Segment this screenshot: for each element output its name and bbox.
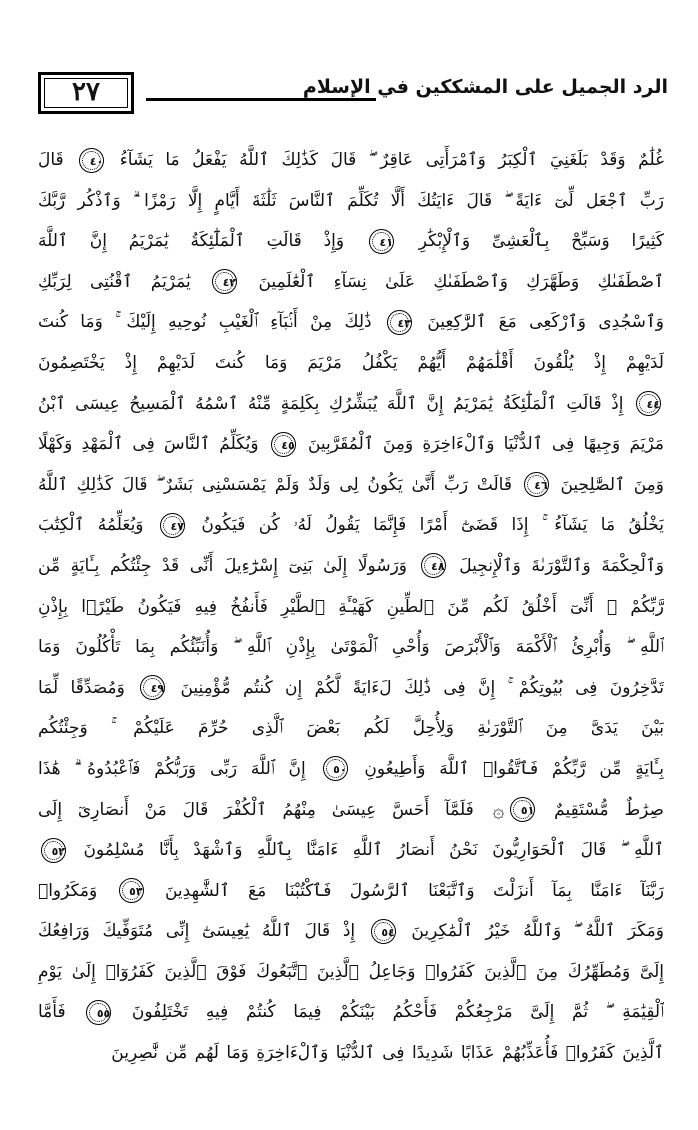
verse-text: رَبِّ ٱجْعَل لِّىٓ ءَايَةً ۖ قَالَ ءَايَتُكَ أَلَّا تُكَلِّمَ ٱلنَّاسَ ثَلَٰثَةَ أَيَّامٍ إِلَّا رَمْزًا ۗ وَٱذْكُر رَّبَّكَ bbox=[38, 190, 664, 211]
ayah-number-marker: ٤٠ bbox=[79, 148, 104, 173]
ayah-number-marker: ٥١ bbox=[510, 797, 535, 822]
verse-text: إِلَىَّ وَمُطَهِّرُكَ مِنَ ٱلَّذِينَ كَفَرُوا۟ وَجَاعِلُ ٱلَّذِينَ ٱتَّبَعُوكَ فَوْقَ ٱلَّذِينَ كَفَرُوٓا۟ إِلَىٰ يَوْمِ bbox=[38, 961, 664, 982]
ayah-number-marker: ٤٥ bbox=[271, 432, 296, 457]
ayah-number-marker: ٥٤ bbox=[371, 919, 396, 944]
verse-text: فَلَمَّآ أَحَسَّ عِيسَىٰ مِنْهُمُ ٱلْكُفْرَ قَالَ مَنْ أَنصَارِىٓ إِلَى bbox=[38, 799, 490, 820]
text-line bbox=[38, 384, 664, 425]
verse-text: وَإِذْ قَالَتِ ٱلْمَلَٰٓئِكَةُ يَٰمَرْيَمُ إِنَّ ٱللَّهَ bbox=[38, 231, 366, 252]
verse-text: وَيُكَلِّمُ ٱلنَّاسَ فِى ٱلْمَهْدِ وَكَهْلًا bbox=[38, 434, 268, 455]
verse-text: إِذْ قَالَ ٱللَّهُ يَٰعِيسَىٰٓ إِنِّى مُتَوَفِّيكَ وَرَافِعُكَ bbox=[38, 921, 368, 942]
verse-text: قَالَ bbox=[38, 150, 77, 170]
verse-text: وَرَسُولًا إِلَىٰ بَنِىٓ إِسْرَٰٓءِيلَ أَنِّى قَدْ جِئْتُكُم بِـَٔايَةٍ مِّن bbox=[38, 555, 418, 576]
verse-text: يَٰمَرْيَمُ ٱقْنُتِى لِرَبِّكِ bbox=[38, 271, 210, 292]
text-line bbox=[38, 992, 664, 1033]
text-line bbox=[38, 424, 664, 465]
verse-text: وَمَكَرُوا۟ bbox=[38, 880, 116, 901]
text-line bbox=[38, 505, 664, 546]
ayah-number-marker: ٤٤ bbox=[636, 391, 661, 416]
text-line bbox=[38, 749, 664, 790]
verse-text: بَيْنَ يَدَىَّ مِنَ ٱلتَّوْرَىٰةِ وَلِأُحِلَّ لَكُم بَعْضَ ٱلَّذِى حُرِّمَ عَلَيْكُمْ ۚ وَجِئْتُكُم bbox=[38, 718, 664, 739]
verse-text: ٱصْطَفَىٰكِ وَطَهَّرَكِ وَٱصْطَفَىٰكِ عَلَىٰ نِسَآءِ ٱلْعَٰلَمِينَ bbox=[240, 271, 664, 292]
verse-text: مَرْيَمَ وَجِيهًا فِى ٱلدُّنْيَا وَٱلْءَاخِرَةِ وَمِنَ ٱلْمُقَرَّبِينَ bbox=[298, 434, 664, 455]
quran-text-block bbox=[38, 140, 664, 1074]
verse-text: وَمُصَدِّقًا لِّمَا bbox=[38, 677, 138, 698]
verse-text: وَٱسْجُدِى وَٱرْكَعِى مَعَ ٱلرَّٰكِعِينَ bbox=[414, 312, 664, 333]
verse-text: فَأَمَّا bbox=[38, 1002, 84, 1023]
verse-text: ٱلْقِيَٰمَةِ ۖ ثُمَّ إِلَىَّ مَرْجِعُكُمْ فَأَحْكُمُ بَيْنَكُمْ فِيمَا كُنتُمْ فِيهِ تَخْتَلِفُونَ bbox=[114, 1002, 664, 1023]
verse-text: غُلَٰمٌ وَقَدْ بَلَغَنِيَ ٱلْكِبَرُ وَٱمْرَأَتِى عَاقِرٌ ۖ قَالَ كَذَٰلِكَ ٱللَّهُ يَفْعَلُ مَا يَشَآءُ bbox=[107, 150, 664, 170]
verse-text: وَيُعَلِّمُهُ ٱلْكِتَٰبَ bbox=[38, 515, 157, 536]
verse-text: ذَٰلِكَ مِنْ أَنۢبَآءِ ٱلْغَيْبِ نُوحِيهِ إِلَيْكَ ۚ وَمَا كُنتَ bbox=[38, 312, 384, 333]
text-line bbox=[38, 181, 664, 222]
ayah-number-marker: ٤٣ bbox=[387, 310, 412, 335]
verse-text: وَمَكَرَ ٱللَّهُ ۖ وَٱللَّهُ خَيْرُ ٱلْمَٰكِرِينَ bbox=[398, 921, 664, 942]
ayah-number-marker: ٤٧ bbox=[160, 513, 185, 538]
verse-text: بِـَٔايَةٍ مِّن رَّبِّكُمْ فَٱتَّقُوا۟ ٱللَّهَ وَأَطِيعُونِ bbox=[350, 758, 664, 779]
page-number-box bbox=[38, 72, 134, 114]
text-line bbox=[38, 302, 664, 343]
text-line bbox=[38, 668, 664, 709]
text-line bbox=[38, 465, 664, 506]
text-line bbox=[38, 830, 664, 871]
verse-text: ٱللَّهِ ۖ قَالَ ٱلْحَوَارِيُّونَ نَحْنُ أَنصَارُ ٱللَّهِ ءَامَنَّا بِٱللَّهِ وَٱشْهَدْ بِأَنَّا مُسْلِمُونَ bbox=[69, 840, 664, 861]
ayah-number-marker: ٤٩ bbox=[140, 675, 165, 700]
text-line bbox=[38, 262, 664, 303]
verse-text: لَدَيْهِمْ إِذْ يُلْقُونَ أَقْلَٰمَهُمْ أَيُّهُمْ يَكْفُلُ مَرْيَمَ وَمَا كُنتَ لَدَيْهِمْ إِذْ يَخْتَصِمُونَ bbox=[38, 352, 664, 373]
text-line bbox=[38, 708, 664, 749]
text-line bbox=[38, 546, 664, 587]
text-line bbox=[38, 1033, 664, 1074]
ayah-number-marker: ٥٥ bbox=[86, 1000, 111, 1025]
verse-text: ٱلَّذِينَ كَفَرُوا۟ فَأُعَذِّبُهُمْ عَذَابًا شَدِيدًا فِى ٱلدُّنْيَا وَٱلْءَاخِرَةِ وَمَا لَهُم مِّن نَّٰصِرِينَ bbox=[111, 1043, 664, 1064]
text-line bbox=[38, 952, 664, 993]
text-line bbox=[38, 343, 664, 384]
verse-text: قَالَتْ رَبِّ أَنَّىٰ يَكُونُ لِى وَلَدٌ وَلَمْ يَمْسَسْنِى بَشَرٌ ۖ قَالَ كَذَٰلِكِ ٱللَّهُ bbox=[38, 474, 521, 495]
ayah-number-marker: ٤٨ bbox=[421, 553, 446, 578]
page-number: ٢٧ bbox=[72, 77, 100, 107]
ayah-number-marker: ٥٠ bbox=[323, 756, 348, 781]
verse-text: صِرَٰطٌ مُّسْتَقِيمٌ bbox=[538, 799, 664, 820]
hizb-marker-icon: ۞ bbox=[492, 797, 505, 822]
verse-text: تَدَّخِرُونَ فِى بُيُوتِكُمْ ۚ إِنَّ فِى ذَٰلِكَ لَءَايَةً لَّكُمْ إِن كُنتُم مُّؤْمِنِينَ bbox=[168, 677, 664, 698]
verse-text: ٱللَّهِ ۖ وَأُبْرِئُ ٱلْأَكْمَهَ وَٱلْأَبْرَصَ وَأُحْىِ ٱلْمَوْتَىٰ بِإِذْنِ ٱللَّهِ ۖ وَأُنَبِّئُكُم بِمَا تَأْكُلُونَ وَمَا bbox=[38, 637, 664, 658]
ayah-number-marker: ٥٢ bbox=[41, 838, 66, 863]
text-line bbox=[38, 911, 664, 952]
verse-text: إِنَّ ٱللَّهَ رَبِّى وَرَبُّكُمْ فَٱعْبُدُوهُ ۗ هَٰذَا bbox=[38, 758, 320, 779]
ayah-number-marker: ٤٦ bbox=[524, 472, 549, 497]
ayah-number-marker: ٤١ bbox=[369, 229, 394, 254]
header-rule bbox=[146, 98, 376, 101]
ayah-number-marker: ٥٣ bbox=[119, 878, 144, 903]
text-line bbox=[38, 587, 664, 628]
verse-text: وَٱلْحِكْمَةَ وَٱلتَّوْرَىٰةَ وَٱلْإِنجِيلَ bbox=[448, 555, 664, 576]
text-line bbox=[38, 221, 664, 262]
verse-text: يَخْلُقُ مَا يَشَآءُ ۚ إِذَا قَضَىٰٓ أَمْرًا فَإِنَّمَا يَقُولُ لَهُۥ كُن فَيَكُونُ bbox=[187, 515, 664, 536]
book-title: الرد الجميل على المشككين في الإسلام bbox=[302, 76, 668, 98]
page-header bbox=[30, 70, 670, 120]
verse-text: وَمِنَ ٱلصَّٰلِحِينَ bbox=[551, 474, 664, 495]
verse-text: كَثِيرًا وَسَبِّحْ بِٱلْعَشِىِّ وَٱلْإِبْكَٰرِ bbox=[396, 231, 664, 252]
text-line bbox=[38, 627, 664, 668]
verse-text: رَّبِّكُمْ ۖ أَنِّىٓ أَخْلُقُ لَكُم مِّنَ ٱلطِّينِ كَهَيْـَٔةِ ٱلطَّيْرِ فَأَنفُخُ فِيهِ فَيَكُونُ طَيْرًۢا بِإِذْنِ bbox=[38, 596, 664, 617]
verse-text: رَبَّنَآ ءَامَنَّا بِمَآ أَنزَلْتَ وَٱتَّبَعْنَا ٱلرَّسُولَ فَٱكْتُبْنَا مَعَ ٱلشَّٰهِدِينَ bbox=[146, 880, 664, 901]
text-line bbox=[38, 871, 664, 912]
text-line bbox=[38, 790, 664, 831]
verse-text: إِذْ قَالَتِ ٱلْمَلَٰٓئِكَةُ يَٰمَرْيَمُ إِنَّ ٱللَّهَ يُبَشِّرُكِ بِكَلِمَةٍ مِّنْهُ ٱسْمُهُ ٱلْمَسِيحُ عِيسَى ٱبْنُ bbox=[38, 393, 633, 414]
ayah-number-marker: ٤٢ bbox=[212, 269, 237, 294]
text-line bbox=[38, 140, 664, 181]
